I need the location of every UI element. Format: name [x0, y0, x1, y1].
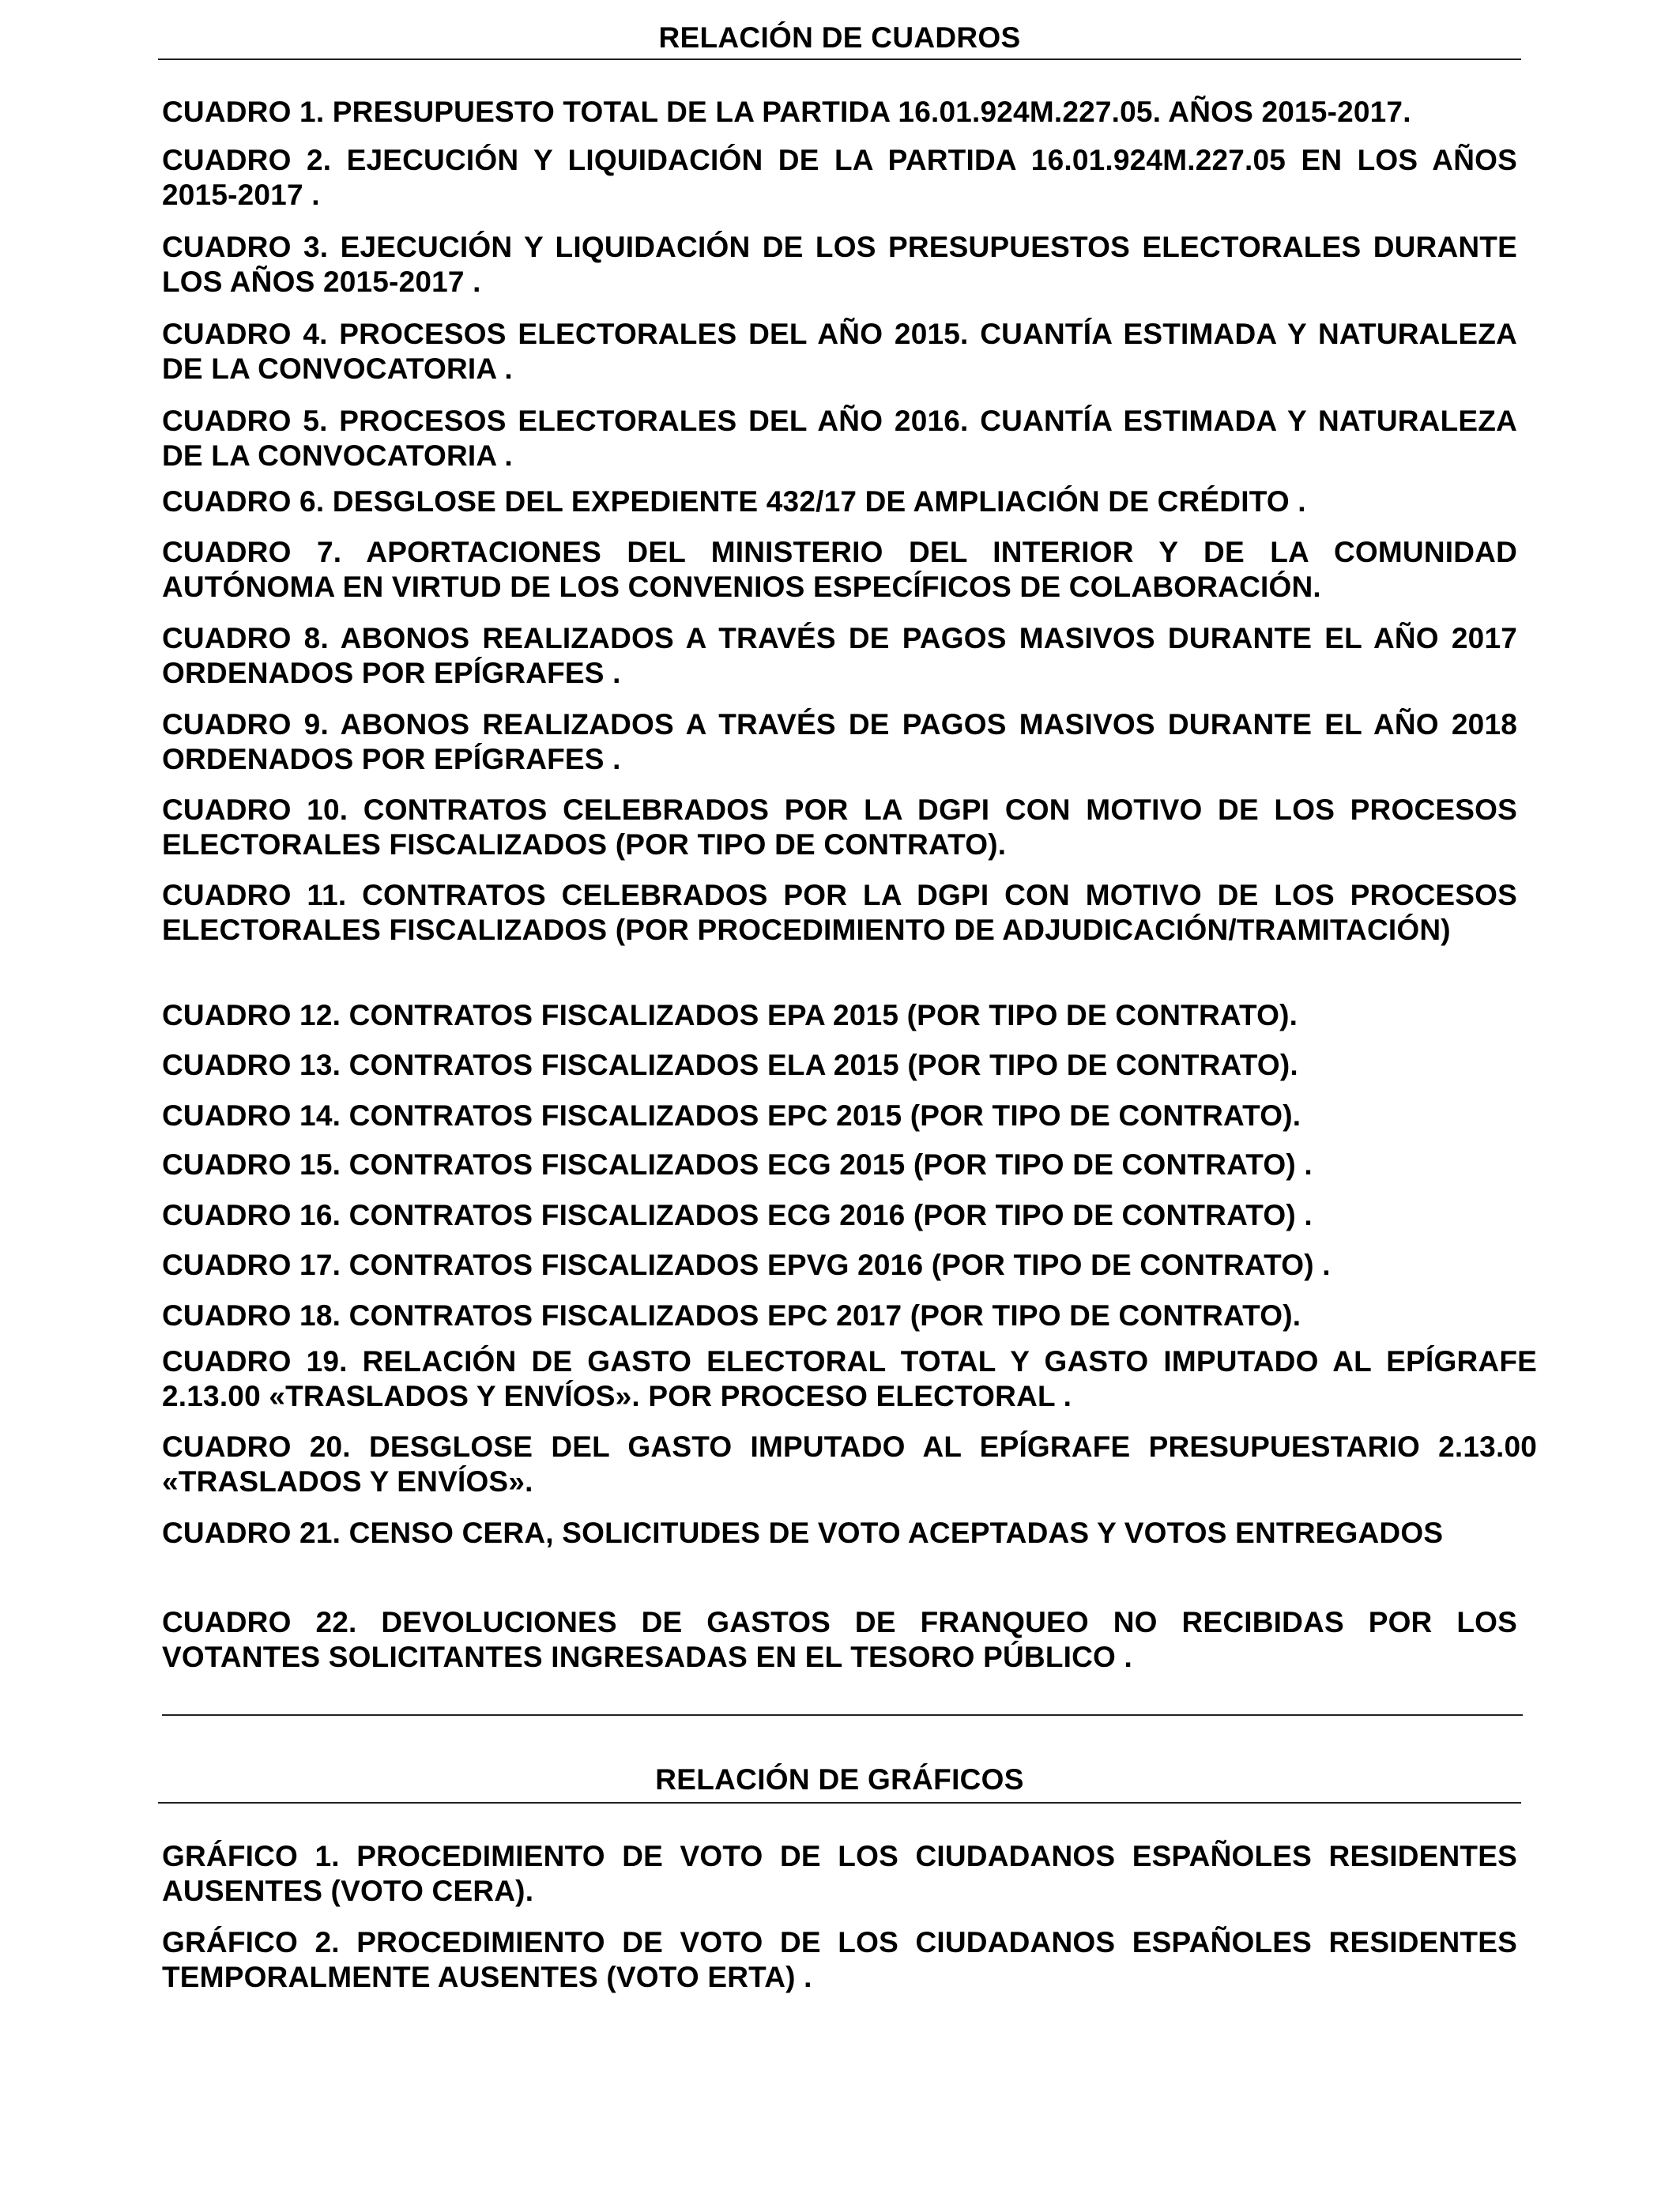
grafico-2: GRÁFICO 2. PROCEDIMIENTO DE VOTO DE LOS CIUDADANOS ESPAÑOLES RESIDENTES TEMPORALMENTE AUSENTES (VOTO ERTA) .	[162, 1926, 1517, 1993]
section-divider	[162, 1714, 1523, 1716]
cuadros-heading: RELACIÓN DE CUADROS	[658, 21, 1021, 54]
cuadro-14: CUADRO 14. CONTRATOS FISCALIZADOS EPC 2015 (POR TIPO DE CONTRATO).	[162, 1099, 1301, 1132]
cuadros-heading-rule	[158, 58, 1521, 60]
cuadro-12: CUADRO 12. CONTRATOS FISCALIZADOS EPA 2015 (POR TIPO DE CONTRATO).	[162, 999, 1298, 1031]
cuadro-11: CUADRO 11. CONTRATOS CELEBRADOS POR LA DGPI CON MOTIVO DE LOS PROCESOS ELECTORALES FISCALIZADOS (POR PROCEDIMIENTO DE ADJUDICACIÓN/TRAMITACIÓN)	[162, 879, 1517, 946]
cuadro-20: CUADRO 20. DESGLOSE DEL GASTO IMPUTADO AL EPÍGRAFE PRESUPUESTARIO 2.13.00 «TRASLADOS Y ENVÍOS».	[162, 1431, 1537, 1498]
cuadro-13: CUADRO 13. CONTRATOS FISCALIZADOS ELA 2015 (POR TIPO DE CONTRATO).	[162, 1049, 1298, 1081]
cuadro-21: CUADRO 21. CENSO CERA, SOLICITUDES DE VOTO ACEPTADAS Y VOTOS ENTREGADOS	[162, 1517, 1444, 1549]
cuadro-4: CUADRO 4. PROCESOS ELECTORALES DEL AÑO 2015. CUANTÍA ESTIMADA Y NATURALEZA DE LA CONVOCATORIA .	[162, 318, 1517, 385]
cuadro-19: CUADRO 19. RELACIÓN DE GASTO ELECTORAL TOTAL Y GASTO IMPUTADO AL EPÍGRAFE 2.13.00 «TRASLADOS Y ENVÍOS». POR PROCESO ELECTORAL .	[162, 1345, 1537, 1412]
cuadro-3: CUADRO 3. EJECUCIÓN Y LIQUIDACIÓN DE LOS PRESUPUESTOS ELECTORALES DURANTE LOS AÑOS 2015-2017 .	[162, 231, 1517, 298]
cuadro-17: CUADRO 17. CONTRATOS FISCALIZADOS EPVG 2016 (POR TIPO DE CONTRATO) .	[162, 1249, 1331, 1281]
cuadro-10: CUADRO 10. CONTRATOS CELEBRADOS POR LA DGPI CON MOTIVO DE LOS PROCESOS ELECTORALES FISCALIZADOS (POR TIPO DE CONTRATO).	[162, 794, 1517, 861]
cuadro-7: CUADRO 7. APORTACIONES DEL MINISTERIO DEL INTERIOR Y DE LA COMUNIDAD AUTÓNOMA EN VIRTUD DE LOS CONVENIOS ESPECÍFICOS DE COLABORACIÓN.	[162, 536, 1517, 603]
cuadro-18: CUADRO 18. CONTRATOS FISCALIZADOS EPC 2017 (POR TIPO DE CONTRATO).	[162, 1299, 1301, 1332]
cuadro-15: CUADRO 15. CONTRATOS FISCALIZADOS ECG 2015 (POR TIPO DE CONTRATO) .	[162, 1148, 1313, 1181]
grafico-1: GRÁFICO 1. PROCEDIMIENTO DE VOTO DE LOS CIUDADANOS ESPAÑOLES RESIDENTES AUSENTES (VOTO CERA).	[162, 1840, 1517, 1907]
cuadro-5: CUADRO 5. PROCESOS ELECTORALES DEL AÑO 2016. CUANTÍA ESTIMADA Y NATURALEZA DE LA CONVOCATORIA .	[162, 405, 1517, 472]
cuadro-8: CUADRO 8. ABONOS REALIZADOS A TRAVÉS DE PAGOS MASIVOS DURANTE EL AÑO 2017 ORDENADOS POR EPÍGRAFES .	[162, 622, 1517, 689]
graficos-heading: RELACIÓN DE GRÁFICOS	[655, 1763, 1024, 1796]
cuadro-9: CUADRO 9. ABONOS REALIZADOS A TRAVÉS DE PAGOS MASIVOS DURANTE EL AÑO 2018 ORDENADOS POR EPÍGRAFES .	[162, 708, 1517, 775]
cuadro-22: CUADRO 22. DEVOLUCIONES DE GASTOS DE FRANQUEO NO RECIBIDAS POR LOS VOTANTES SOLICITANTES INGRESADAS EN EL TESORO PÚBLICO .	[162, 1606, 1517, 1673]
cuadro-2: CUADRO 2. EJECUCIÓN Y LIQUIDACIÓN DE LA PARTIDA 16.01.924M.227.05 EN LOS AÑOS 2015-2017 .	[162, 144, 1517, 211]
graficos-heading-rule	[158, 1802, 1521, 1804]
cuadro-1: CUADRO 1. PRESUPUESTO TOTAL DE LA PARTIDA 16.01.924M.227.05. AÑOS 2015-2017.	[162, 96, 1411, 128]
cuadro-16: CUADRO 16. CONTRATOS FISCALIZADOS ECG 2016 (POR TIPO DE CONTRATO) .	[162, 1199, 1313, 1231]
cuadro-6: CUADRO 6. DESGLOSE DEL EXPEDIENTE 432/17 DE AMPLIACIÓN DE CRÉDITO .	[162, 485, 1306, 518]
